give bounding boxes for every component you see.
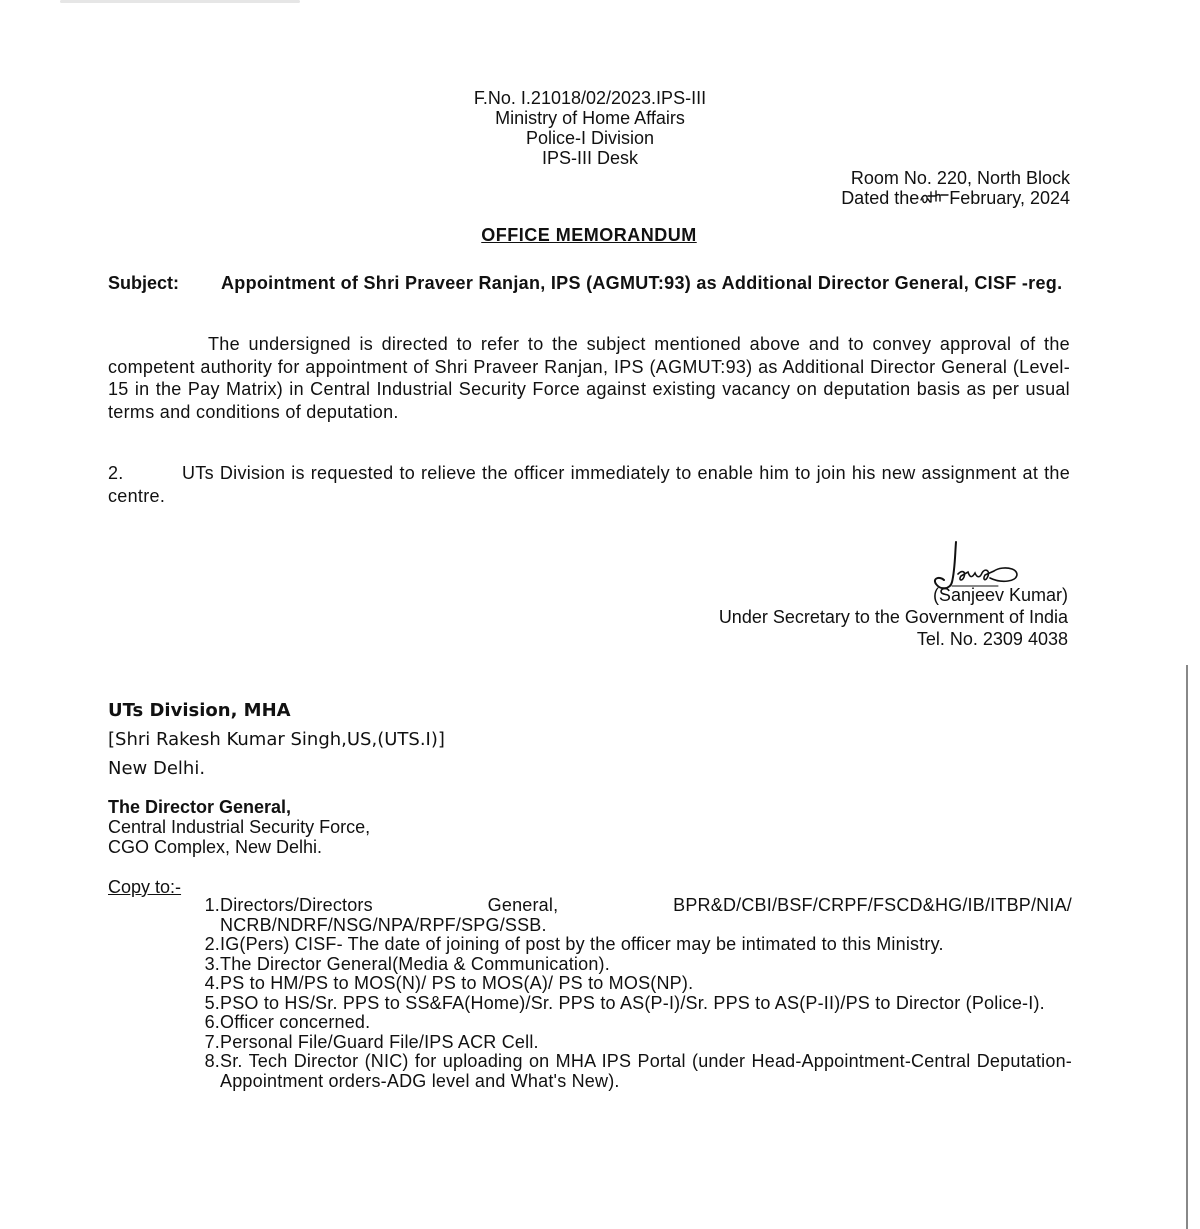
copy-to-item [180,955,1072,975]
copy-to-item [180,896,1072,935]
subject-block [108,273,1070,293]
letterhead [390,88,790,168]
recipient-1-line-3: New Delhi. [108,758,206,779]
copy-to-item-text: PS to HM/PS to MOS(N)/ PS to MOS(A)/ PS to MOS(NP). [220,973,694,993]
recipient-2-line-3: CGO Complex, New Delhi. [108,837,323,857]
copy-to-heading [108,877,181,898]
copy-to-item-text: Directors/Directors General, BPR&D/CBI/BSF/CRPF/FSCD&HG/IB/ITBP/NIA/ NCRB/NDRF/NSG/NPA/RPF/SPG/SSB. [220,895,1072,935]
copy-to-item [180,974,1072,994]
copy-to-list [180,896,1072,1091]
copy-to-item-text: The Director General(Media & Communication). [220,953,610,974]
dated-prefix: Dated the [841,188,920,208]
recipient-1-line-1: UTs Division, MHA [108,700,291,721]
copy-to-item-text: Sr. Tech Director (NIC) for uploading on MHA IPS Portal (under Head-Appointment-Central Deputation-Appointment orders-ADG level and What's New). [220,1051,1072,1091]
scan-edge-line [1186,665,1188,1229]
recipient-uts-division [108,696,445,783]
paragraph-2-text: UTs Division is requested to relieve the officer immediately to enable him to join his new assignment at the centre. [108,463,1070,506]
handwritten-date-mark [919,188,949,206]
recipient-director-general [108,797,370,857]
subject-text: Appointment of Shri Praveer Ranjan, IPS (AGMUT:93) as Additional Director General, CISF -reg. [221,273,1063,293]
copy-to-item-number: 1. [204,895,220,915]
copy-to-item-number: 6. [204,1012,220,1032]
desk-name: IPS-III Desk [541,148,639,168]
paragraph-2 [108,462,1070,507]
paragraph-2-number: 2. [108,463,124,483]
file-number: F.No. I.21018/02/2023.IPS-III [473,88,707,108]
copy-to-item-text: PSO to HS/Sr. PPS to SS&FA(Home)/Sr. PPS to AS(P-I)/Sr. PPS to AS(P-II)/PS to Director (Police-I). [220,992,1045,1013]
division-name: Police-I Division [525,128,655,148]
copy-to-item-number: 5. [204,992,220,1013]
copy-to-item-number: 2. [204,934,220,954]
dated-line [841,188,1070,208]
copy-to-item [180,1033,1072,1053]
signature-block [719,540,1068,650]
ministry-name: Ministry of Home Affairs [495,108,685,128]
paragraph-1: The undersigned is directed to refer to the subject mentioned above and to convey approval of the competent authority for appointment of Shri Praveer Ranjan, IPS (AGMUT:93) as Additional Director General (Level-15 in the Pay Matrix) in Central Industrial Security Force against existing vacancy on deputation basis as per usual terms and conditions of deputation. [108,334,1070,422]
copy-to-item-text: Officer concerned. [220,1012,371,1032]
copy-to-item-number: 8. [204,1051,220,1071]
memorandum-title: OFFICE MEMORANDUM [481,225,697,245]
copy-to-item [180,1052,1072,1091]
signatory-name: (Sanjeev Kumar) [932,585,1068,605]
room-number: Room No. 220, North Block [850,168,1070,188]
recipient-1-line-2: [Shri Rakesh Kumar Singh,US,(UTS.I)] [108,729,445,750]
dated-suffix: February, 2024 [949,188,1070,208]
scan-artifact [60,0,300,3]
copy-to-item-number: 3. [204,953,220,974]
signatory-telephone: Tel. No. 2309 4038 [916,629,1068,649]
signatory-designation: Under Secretary to the Government of India [718,607,1068,627]
recipient-2-line-2: Central Industrial Security Force, [108,817,371,837]
subject-label: Subject: [108,273,180,293]
copy-to-item-text: Personal File/Guard File/IPS ACR Cell. [220,1031,539,1052]
copy-to-item [180,935,1072,955]
copy-to-item [180,994,1072,1014]
copy-to-suffix: :- [170,877,182,897]
recipient-2-line-1: The Director General, [108,797,292,817]
copy-to-label: Copy to [108,877,171,897]
copy-to-item-text: IG(Pers) CISF- The date of joining of post by the officer may be intimated to this Ministry. [220,934,944,954]
copy-to-item [180,1013,1072,1033]
copy-to-item-number: 4. [204,973,220,993]
address-date-block [841,168,1070,208]
copy-to-item-number: 7. [204,1031,220,1052]
